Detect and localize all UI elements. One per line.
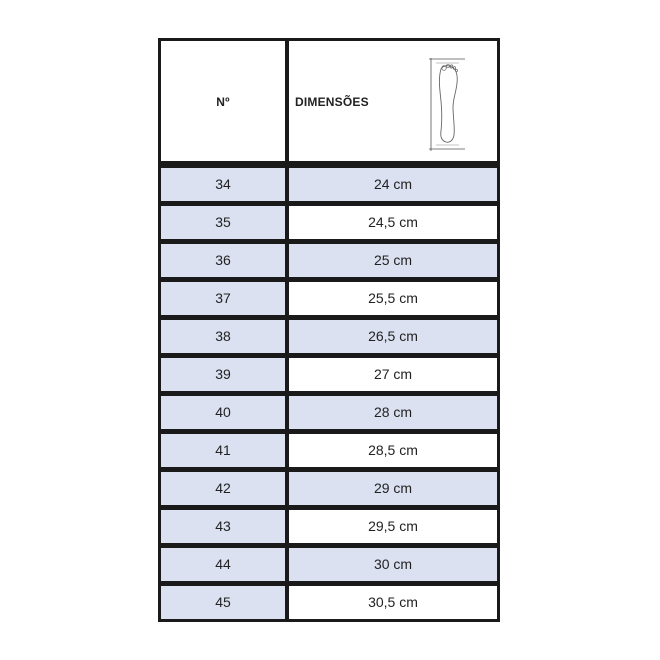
table-row <box>158 394 500 432</box>
size-table <box>158 38 500 622</box>
table-row <box>158 432 500 470</box>
table-row <box>158 204 500 242</box>
size-number-cell: 39 <box>161 358 285 391</box>
table-row <box>158 470 500 508</box>
size-number-cell: 43 <box>161 510 285 543</box>
length-cell: 30 cm <box>289 548 497 581</box>
size-number-cell: 41 <box>161 434 285 467</box>
length-cell: 25,5 cm <box>289 282 497 315</box>
length-cell: 28,5 cm <box>289 434 497 467</box>
length-cell: 30,5 cm <box>289 586 497 619</box>
foot-length-icon <box>427 55 467 153</box>
header-dimension-cell <box>289 41 497 161</box>
header-number-label: Nº <box>216 95 230 109</box>
length-cell: 28 cm <box>289 396 497 429</box>
length-cell: 26,5 cm <box>289 320 497 353</box>
table-row <box>158 242 500 280</box>
table-row <box>158 584 500 622</box>
table-row <box>158 318 500 356</box>
header-number-cell <box>161 41 285 161</box>
table-row <box>158 356 500 394</box>
size-number-cell: 36 <box>161 244 285 277</box>
table-row <box>158 280 500 318</box>
size-number-cell: 40 <box>161 396 285 429</box>
table-row <box>158 166 500 204</box>
size-number-cell: 35 <box>161 206 285 239</box>
length-cell: 25 cm <box>289 244 497 277</box>
table-header <box>158 38 500 164</box>
length-cell: 29 cm <box>289 472 497 505</box>
size-number-cell: 34 <box>161 168 285 201</box>
size-number-cell: 44 <box>161 548 285 581</box>
size-number-cell: 37 <box>161 282 285 315</box>
length-cell: 24,5 cm <box>289 206 497 239</box>
size-number-cell: 38 <box>161 320 285 353</box>
size-number-cell: 45 <box>161 586 285 619</box>
table-row <box>158 546 500 584</box>
length-cell: 24 cm <box>289 168 497 201</box>
length-cell: 29,5 cm <box>289 510 497 543</box>
header-dimension-label: DIMENSÕES <box>295 95 369 109</box>
table-row <box>158 508 500 546</box>
length-cell: 27 cm <box>289 358 497 391</box>
size-number-cell: 42 <box>161 472 285 505</box>
